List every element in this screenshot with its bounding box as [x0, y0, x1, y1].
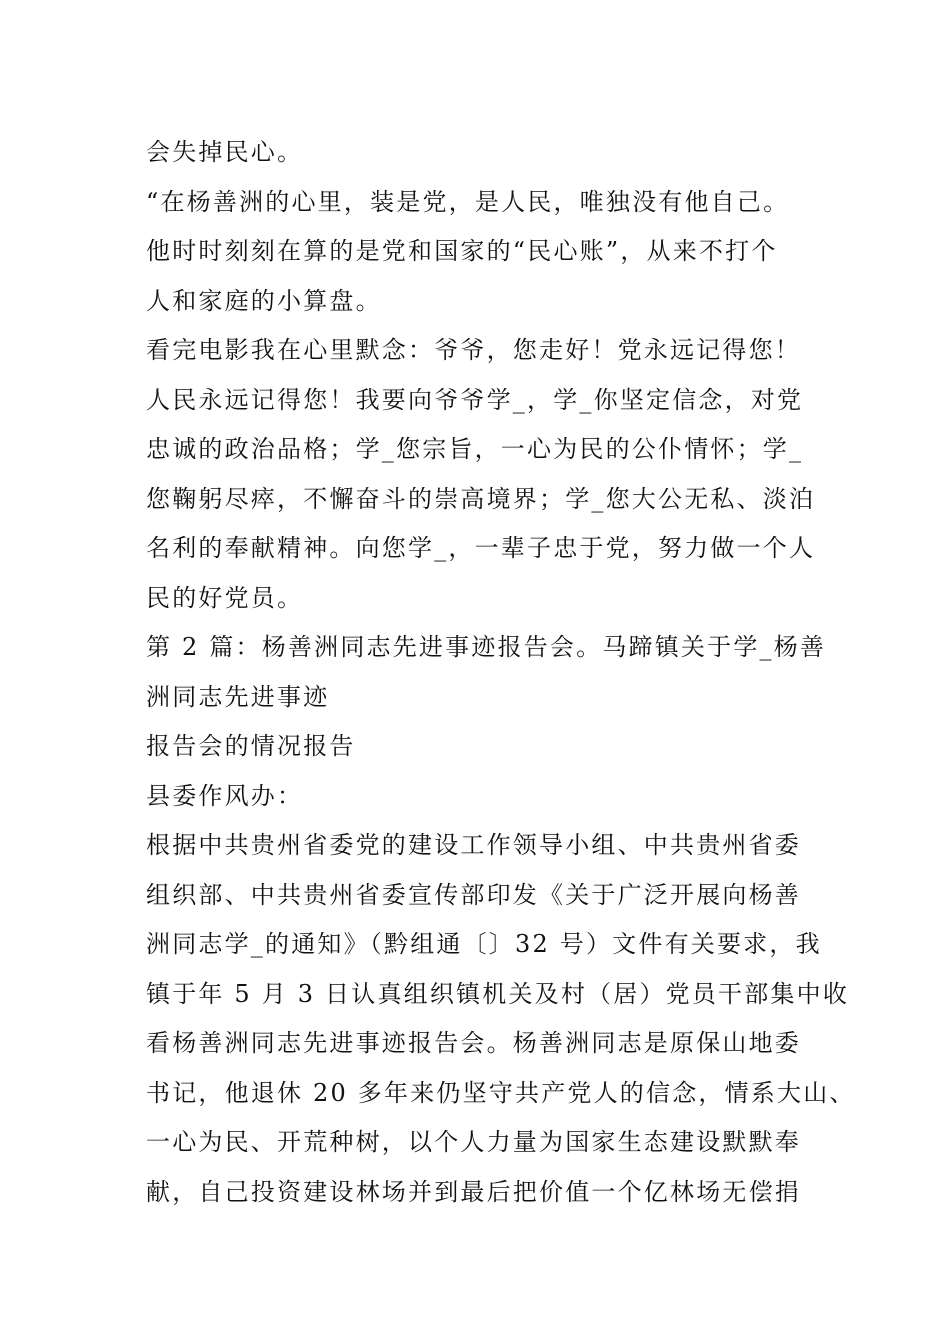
text-line: 名利的奉献精神。向您学_，一辈子忠于党，努力做一个人: [146, 534, 816, 562]
text-line: 民的好党员。: [146, 583, 304, 612]
body-text: [146, 128, 856, 1217]
text-line: 人民永远记得您！我要向爷爷学_，学_你坚定信念，对党: [146, 385, 804, 414]
text-line: 洲同志学_的通知》（黔组通〔〕32 号）文件有关要求，我: [146, 930, 822, 958]
text-line: 人和家庭的小算盘。: [146, 286, 382, 315]
text-line: 忠诚的政治品格；学_您宗旨，一心为民的公仆情怀；学_: [146, 435, 804, 463]
text-line: 根据中共贵州省委党的建设工作领导小组、中共贵州省委: [146, 831, 801, 859]
text-line: 书记，他退休 20 多年来仍坚守共产党人的信念，情系大山、: [146, 1078, 856, 1107]
text-line: 组织部、中共贵州省委宣传部印发《关于广泛开展向杨善: [146, 880, 801, 909]
text-line: 看杨善洲同志先进事迹报告会。杨善洲同志是原保山地委: [146, 1029, 801, 1057]
report-title-line: 报告会的情况报告: [146, 732, 356, 760]
text-line: 一心为民、开荒种树，以个人力量为国家生态建设默默奉: [146, 1128, 801, 1156]
text-line: 看完电影我在心里默念：爷爷，您走好！党永远记得您！: [146, 336, 801, 364]
text-line: “在杨善洲的心里，装是党，是人民，唯独没有他自己。: [146, 187, 790, 216]
text-line: 献，自己投资建设林场并到最后把价值一个亿林场无偿捐: [146, 1177, 801, 1206]
text-line: 您鞠躬尽瘁，不懈奋斗的崇高境界；学_您大公无私、淡泊: [146, 484, 816, 513]
text-line: 他时时刻刻在算的是党和国家的“民心账”，从来不打个: [146, 237, 778, 265]
salutation-line: 县委作风办：: [146, 781, 304, 810]
text-line: 镇于年 5 月 3 日认真组织镇机关及村（居）党员干部集中收: [146, 979, 850, 1008]
section-heading-line: 第 2 篇：杨善洲同志先进事迹报告会。马蹄镇关于学_杨善: [146, 633, 827, 661]
text-line: 会失掉民心。: [146, 138, 304, 166]
section-heading-line: 洲同志先进事迹: [146, 682, 330, 711]
